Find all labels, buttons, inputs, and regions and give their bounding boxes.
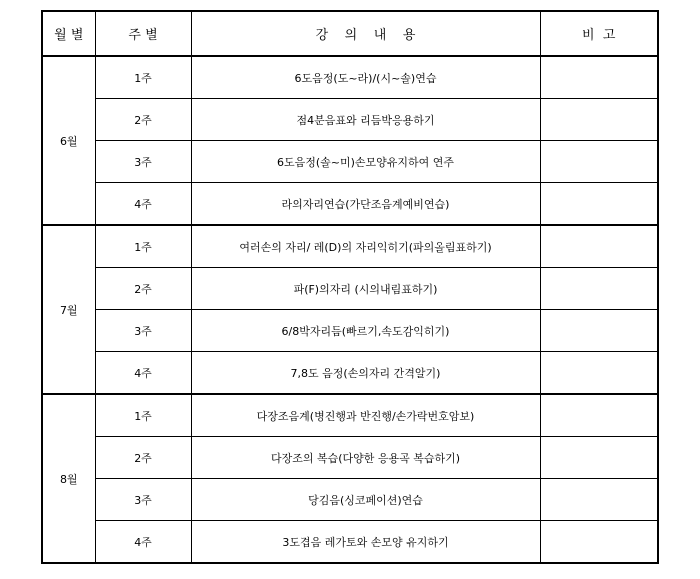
week-cell: 4주 bbox=[95, 352, 191, 395]
week-cell: 2주 bbox=[95, 268, 191, 310]
table-row bbox=[42, 268, 658, 310]
header-note: 비 고 bbox=[540, 11, 658, 56]
week-cell: 1주 bbox=[95, 56, 191, 99]
month-cell-june: 6월 bbox=[42, 56, 95, 225]
note-cell bbox=[540, 56, 658, 99]
note-cell bbox=[540, 183, 658, 226]
week-cell: 2주 bbox=[95, 99, 191, 141]
note-cell bbox=[540, 99, 658, 141]
table-row bbox=[42, 99, 658, 141]
note-cell bbox=[540, 310, 658, 352]
note-cell bbox=[540, 225, 658, 268]
week-cell: 4주 bbox=[95, 521, 191, 564]
table-row bbox=[42, 352, 658, 395]
week-cell: 3주 bbox=[95, 310, 191, 352]
note-cell bbox=[540, 521, 658, 564]
week-cell: 1주 bbox=[95, 394, 191, 437]
content-cell: 라의자리연습(가단조음계예비연습) bbox=[191, 183, 540, 226]
content-cell: 점4분음표와 리듬박응용하기 bbox=[191, 99, 540, 141]
note-cell bbox=[540, 352, 658, 395]
month-cell-august: 8월 bbox=[42, 394, 95, 563]
week-cell: 1주 bbox=[95, 225, 191, 268]
note-cell bbox=[540, 479, 658, 521]
header-content: 강 의 내 용 bbox=[191, 11, 540, 56]
week-cell: 3주 bbox=[95, 479, 191, 521]
table-row bbox=[42, 394, 658, 437]
table-row bbox=[42, 56, 658, 99]
table-row bbox=[42, 521, 658, 564]
content-cell: 당김음(싱코페이션)연습 bbox=[191, 479, 540, 521]
header-month: 월 별 bbox=[42, 11, 95, 56]
content-cell: 6/8박자리듬(빠르기,속도감익히기) bbox=[191, 310, 540, 352]
content-cell: 다장조음계(병진행과 반진행/손가락번호암보) bbox=[191, 394, 540, 437]
content-cell: 파(F)의자리 (시의내림표하기) bbox=[191, 268, 540, 310]
week-cell: 4주 bbox=[95, 183, 191, 226]
note-cell bbox=[540, 437, 658, 479]
table-row bbox=[42, 310, 658, 352]
month-cell-july: 7월 bbox=[42, 225, 95, 394]
content-cell: 7,8도 음정(손의자리 간격알기) bbox=[191, 352, 540, 395]
table-row bbox=[42, 479, 658, 521]
table-row bbox=[42, 225, 658, 268]
header-row bbox=[42, 11, 658, 56]
table-row bbox=[42, 437, 658, 479]
lesson-schedule-table bbox=[41, 10, 659, 564]
week-cell: 2주 bbox=[95, 437, 191, 479]
table-row bbox=[42, 183, 658, 226]
content-cell: 여러손의 자리/ 레(D)의 자리익히기(파의올림표하기) bbox=[191, 225, 540, 268]
content-cell: 6도음정(도~라)/(시~솔)연습 bbox=[191, 56, 540, 99]
table-row bbox=[42, 141, 658, 183]
content-cell: 다장조의 복습(다양한 응용곡 복습하기) bbox=[191, 437, 540, 479]
note-cell bbox=[540, 394, 658, 437]
content-cell: 6도음정(솔~미)손모양유지하여 연주 bbox=[191, 141, 540, 183]
week-cell: 3주 bbox=[95, 141, 191, 183]
note-cell bbox=[540, 268, 658, 310]
header-week: 주 별 bbox=[95, 11, 191, 56]
note-cell bbox=[540, 141, 658, 183]
content-cell: 3도겹음 레가토와 손모양 유지하기 bbox=[191, 521, 540, 564]
